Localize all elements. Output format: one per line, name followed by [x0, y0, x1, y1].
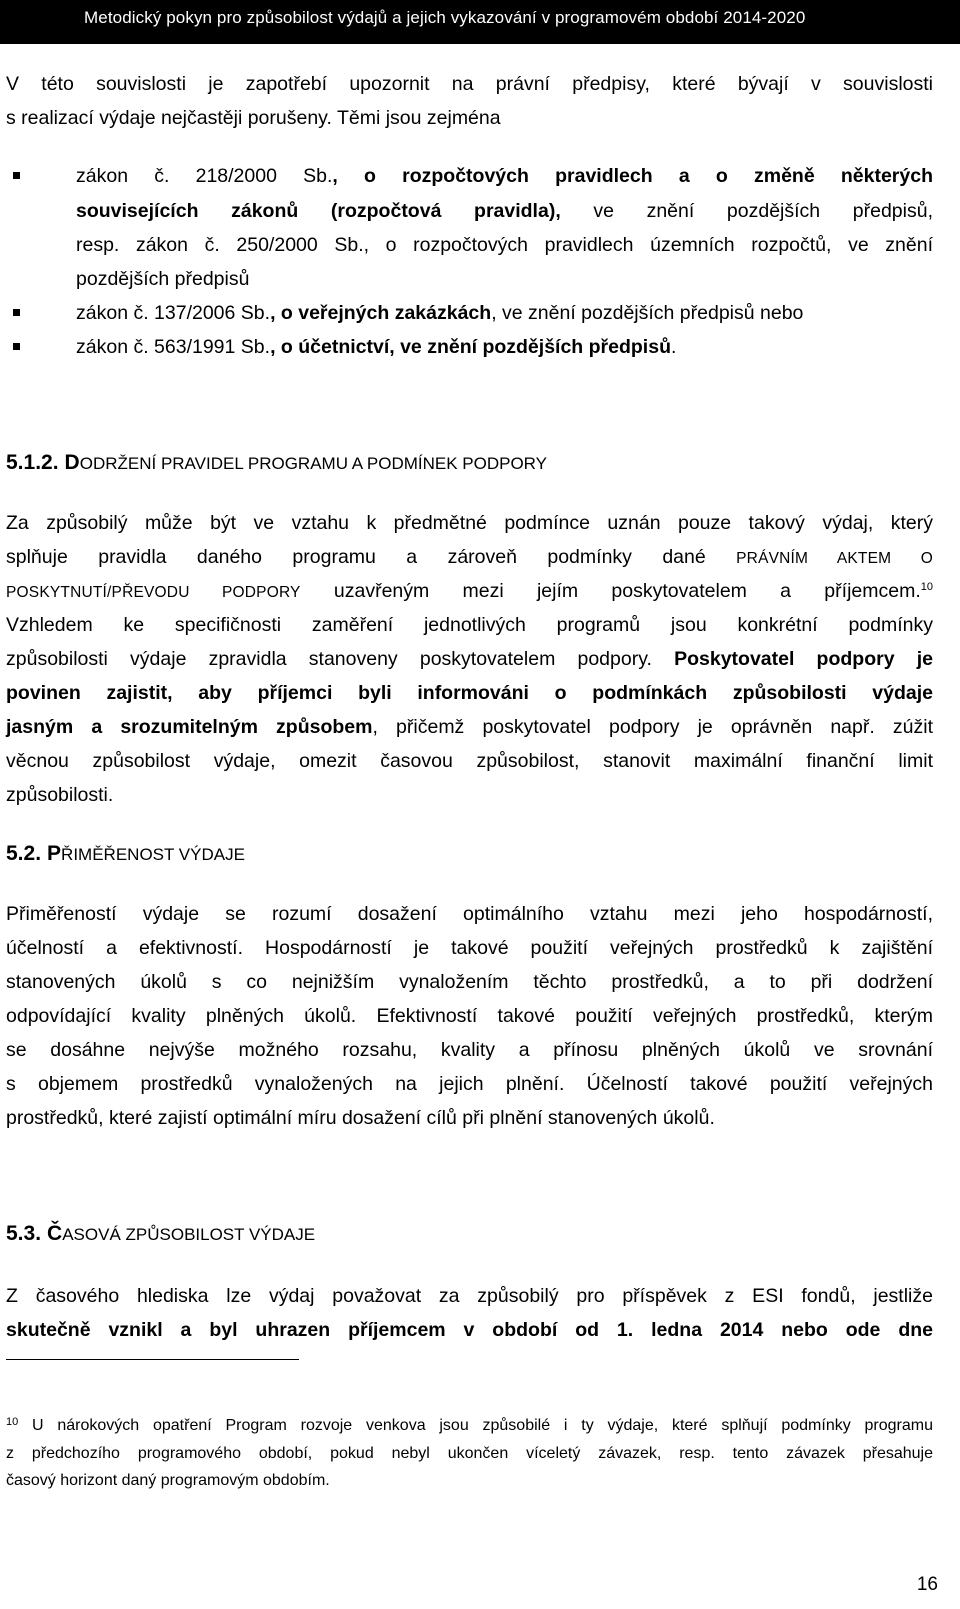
- paragraph-line: Vzhledem ke specifičnosti zaměření jednotlivých programů jsou konkrétní podmínky: [6, 614, 933, 636]
- paragraph-line: s objemem prostředků vynaložených na jejich plnění. Účelností takové použití veřejných: [6, 1073, 933, 1095]
- page-number: 16: [916, 1574, 938, 1595]
- bullet-item: zákon č. 563/1991 Sb., o účetnictví, ve znění pozdějších předpisů.: [76, 336, 677, 358]
- bullet-square-icon: [13, 172, 20, 179]
- bullet-item: souvisejících zákonů (rozpočtová pravidla), ve znění pozdějších předpisů,: [76, 200, 933, 222]
- paragraph-line: splňuje pravidla daného programu a zároveň podmínky dané PRÁVNÍM AKTEM O: [6, 546, 933, 568]
- footnote-ref: 10: [920, 581, 933, 593]
- paragraph-line: se dosáhne nejvýše možného rozsahu, kvality a přínosu plněných úkolů ve srovnání: [6, 1039, 933, 1061]
- paragraph-line: prostředků, které zajistí optimální míru dosažení cílů při plnění stanovených úkolů.: [6, 1107, 715, 1129]
- section-heading: 5.1.2. DODRŽENÍ PRAVIDEL PROGRAMU A PODMÍNEK PODPORY: [6, 451, 547, 474]
- paragraph-line: povinen zajistit, aby příjemci byli informováni o podmínkách způsobilosti výdaje: [6, 682, 933, 704]
- paragraph-line: účelností a efektivností. Hospodárností je takové použití veřejných prostředků k zajištění: [6, 937, 933, 959]
- bullet-square-icon: [13, 309, 20, 316]
- header-title: Metodický pokyn pro způsobilost výdajů a jejich vykazování v programovém období 2014-2020: [84, 8, 806, 27]
- paragraph-line: Z časového hlediska lze výdaj považovat za způsobilý pro příspěvek z ESI fondů, jestliže: [6, 1285, 933, 1307]
- paragraph-line: skutečně vznikl a byl uhrazen příjemcem v období od 1. ledna 2014 nebo ode dne: [6, 1319, 933, 1341]
- paragraph-line: Přiměřeností výdaje se rozumí dosažení optimálního vztahu mezi jeho hospodárností,: [6, 903, 933, 925]
- bullet-item: resp. zákon č. 250/2000 Sb., o rozpočtových pravidlech územních rozpočtů, ve znění: [76, 234, 933, 256]
- section-heading: 5.2. PŘIMĚŘENOST VÝDAJE: [6, 842, 245, 865]
- bullet-item: zákon č. 137/2006 Sb., o veřejných zakázkách, ve znění pozdějších předpisů nebo: [76, 302, 804, 324]
- section-heading: 5.3. ČASOVÁ ZPŮSOBILOST VÝDAJE: [6, 1222, 316, 1245]
- paragraph-line: POSKYTNUTÍ/PŘEVODU PODPORY uzavřeným mezi jejím poskytovatelem a příjemcem.$^{10}$: [6, 580, 933, 602]
- footnote-line: časový horizont daný programovým obdobím.: [6, 1472, 330, 1489]
- paragraph-line: věcnou způsobilost výdaje, omezit časovou způsobilost, stanovit maximální finanční limit: [6, 750, 933, 772]
- footnote-line: $^{10}$ U nárokových opatření Program rozvoje venkova jsou způsobilé i ty výdaje, které splňují podmínky programu: [6, 1416, 933, 1434]
- bullet-square-icon: [13, 343, 20, 350]
- paragraph-line: jasným a srozumitelným způsobem, přičemž poskytovatel podpory je oprávněn např. zúžit: [6, 716, 934, 738]
- paragraph-line: odpovídající kvality plněných úkolů. Efektivností takové použití veřejných prostředků, kterým: [6, 1005, 933, 1027]
- footnote-separator: [6, 1359, 299, 1360]
- bullet-item: zákon č. 218/2000 Sb., o rozpočtových pravidlech a o změně některých: [76, 165, 934, 187]
- paragraph-line: způsobilosti výdaje zpravidla stanoveny poskytovatelem podpory. Poskytovatel podpory je: [6, 648, 933, 670]
- bullet-item: pozdějších předpisů: [76, 268, 250, 290]
- paragraph-line: Za způsobilý může být ve vztahu k předmětné podmínce uznán pouze takový výdaj, který: [6, 512, 933, 534]
- paragraph-line: stanovených úkolů s co nejnižším vynaložením těchto prostředků, a to při dodržení: [6, 971, 933, 993]
- page-header: [0, 0, 960, 44]
- footnote-line: z předchozího programového období, pokud nebyl ukončen víceletý závazek, resp. tento závazek přesahuje: [6, 1445, 933, 1462]
- paragraph-line: způsobilosti.: [6, 784, 114, 806]
- footnote-number: 10: [6, 1416, 19, 1428]
- intro-line: V této souvislosti je zapotřebí upozornit na právní předpisy, které bývají v souvislosti: [6, 73, 933, 95]
- intro-line: s realizací výdaje nejčastěji porušeny. Těmi jsou zejména: [6, 107, 501, 129]
